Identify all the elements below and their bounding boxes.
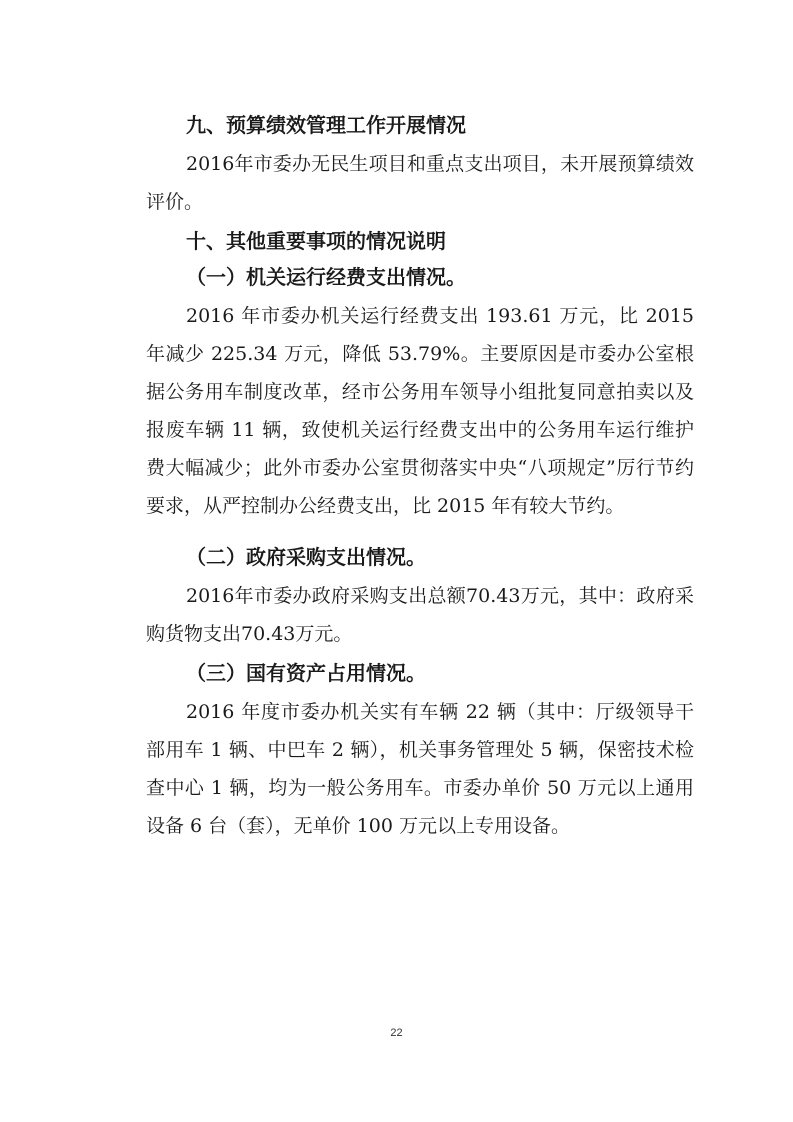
section-10-heading: 十、其他重要事项的情况说明 [186, 229, 446, 253]
section-9-paragraph: 2016年市委办无民生项目和重点支出项目，未开展预算绩效评价。 [146, 153, 694, 213]
section-10-2-paragraph: 2016年市委办政府采购支出总额70.43万元，其中：政府采购货物支出70.43万元。 [146, 585, 694, 645]
section-10-2-heading: （二）政府采购支出情况。 [186, 545, 426, 569]
section-10-1-paragraph: 2016 年市委办机关运行经费支出 193.61 万元，比 2015 年减少 225.34 万元，降低 53.79%。主要原因是市委办公室根据公务用车制度改革，经市公务用车领导小组批复同意拍卖以及报废车辆 11 辆，致使机关运行经费支出中的公务用车运行维护费大幅减少；此外市委办公室贯彻落实中央“八项规定”厉行节约要求，从严控制办公经费支出，比 2015 年有较大节约。 [146, 305, 694, 517]
section-9-heading: 九、预算绩效管理工作开展情况 [186, 113, 466, 137]
section-10-3-heading: （三）国有资产占用情况。 [186, 661, 426, 685]
section-10-1-heading: （一）机关运行经费支出情况。 [186, 265, 466, 289]
page-content [146, 107, 694, 845]
page-number: 22 [390, 1027, 403, 1039]
section-10-3-paragraph: 2016 年度市委办机关实有车辆 22 辆（其中：厅级领导干部用车 1 辆、中巴车 2 辆），机关事务管理处 5 辆，保密技术检查中心 1 辆，均为一般公务用车。市委办单价 50 万元以上通用设备 6 台（套），无单价 100 万元以上专用设备。 [146, 701, 694, 837]
